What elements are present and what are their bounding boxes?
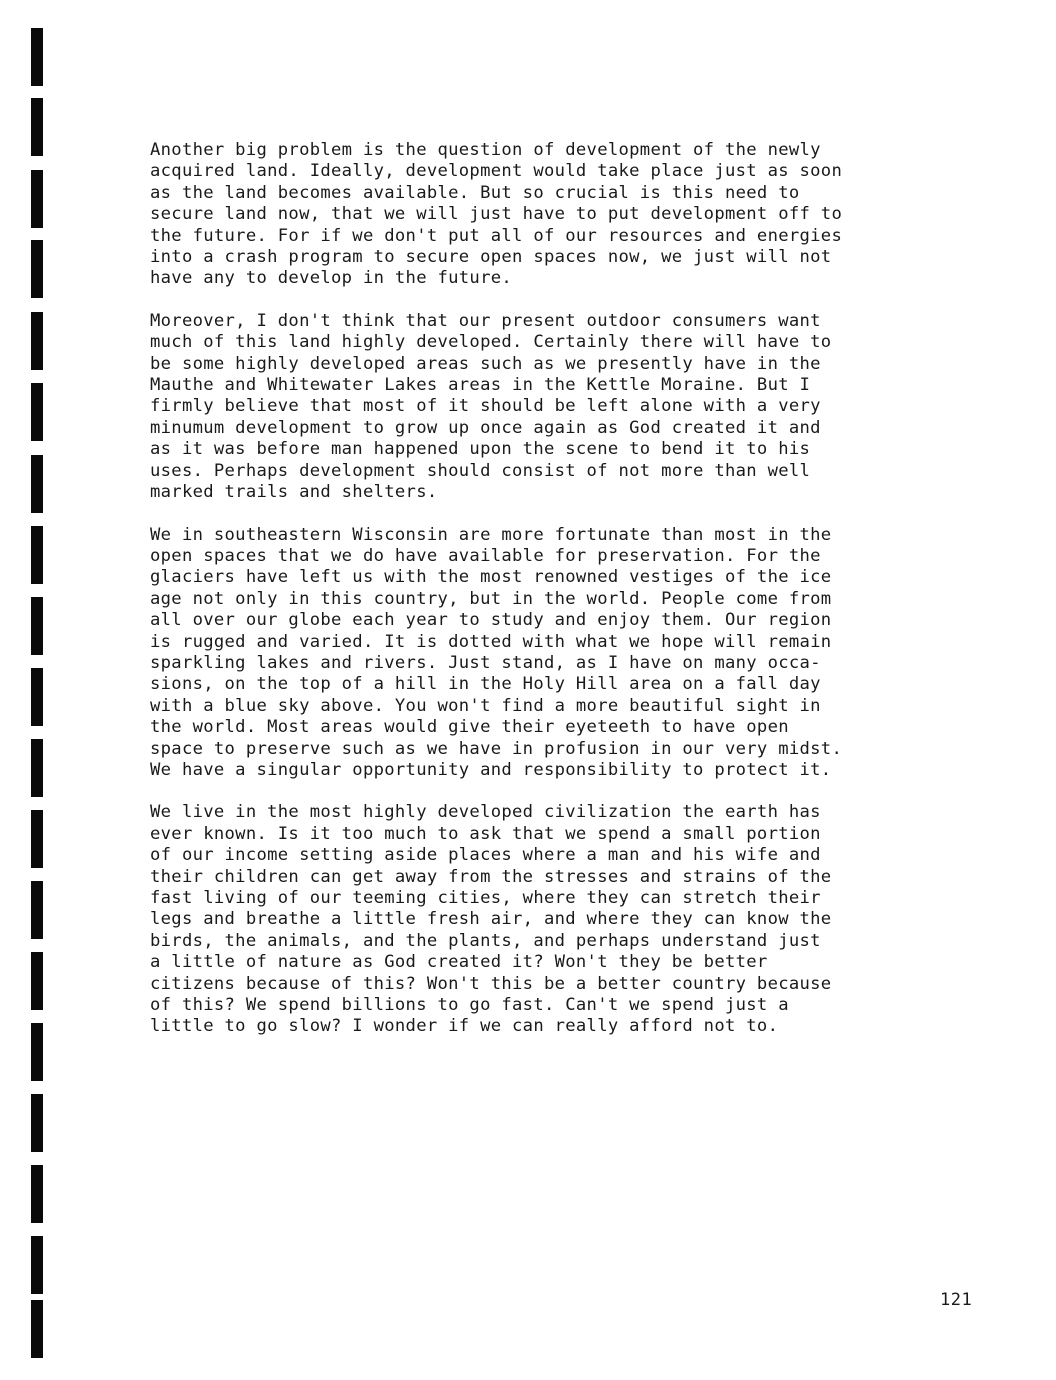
- punch-hole: [31, 1300, 43, 1358]
- punch-hole: [31, 810, 43, 868]
- paragraph-civilization: We live in the most highly developed civilization the earth has ever known. Is it too much to ask that we spend a small portion of our income setting aside places where a man and his wife and their children can get away from the stresses and strains of the fast living of our teeming cities, where they can stretch their legs and breathe a little fresh air, and where they can know the birds, the animals, and the plants, and perhaps understand just a little of nature as God created it? Won't they be better citizens because of this? Won't this be a better country because of this? We spend billions to go fast. Can't we spend just a little to go slow? I wonder if we can really afford not to.: [150, 802, 832, 1037]
- punch-hole: [31, 597, 43, 655]
- punch-hole: [31, 739, 43, 797]
- binding-holes: [0, 0, 40, 1380]
- punch-hole: [31, 1236, 43, 1294]
- punch-hole: [31, 312, 43, 370]
- paragraph-wisconsin: We in southeastern Wisconsin are more fortunate than most in the open spaces that we do have available for preservation. For the glaciers have left us with the most renowned vestiges of the ice age not only in this country, but in the world. People come from all over our globe each year to study and enjoy them. Our region is rugged and varied. It is dotted with what we hope will remain sparkling lakes and rivers. Just stand, as I have on many occa- sions, on the top of a hill in the Holy Hill area on a fall day with a blue sky above. You won't find a more beautiful sight in the world. Most areas would give their eyeteeth to have open space to preserve such as we have in profusion in our very midst. We have a singular opportunity and responsibility to protect it.: [150, 524, 843, 780]
- page-body: [150, 140, 1010, 1059]
- punch-hole: [31, 1094, 43, 1152]
- punch-hole: [31, 383, 43, 441]
- paragraph-consumers: Moreover, I don't think that our present outdoor consumers want much of this land highly developed. Certainly there will have to be some highly developed areas such as we presently have in the Mauthe and Whitewater Lakes areas in the Kettle Moraine. But I firmly believe that most of it should be left alone with a very minumum development to grow up once again as God created it and as it was before man happened upon the scene to bend it to his uses. Perhaps development should consist of not more than well marked trails and shelters.: [150, 310, 832, 503]
- punch-hole: [31, 668, 43, 726]
- punch-hole: [31, 455, 43, 513]
- punch-hole: [31, 952, 43, 1010]
- page-number: 121: [940, 1290, 973, 1310]
- punch-hole: [31, 98, 43, 156]
- punch-hole: [31, 170, 43, 228]
- punch-hole: [31, 1165, 43, 1223]
- punch-hole: [31, 240, 43, 298]
- paragraph-development: Another big problem is the question of development of the newly acquired land. Ideally, development would take place just as soon as the land becomes available. But so crucial is this need to secure land now, that we will just have to put development off to the future. For if we don't put all of our resources and energies into a crash program to secure open spaces now, we just will not have any to develop in the future.: [150, 140, 843, 289]
- punch-hole: [31, 1023, 43, 1081]
- punch-hole: [31, 526, 43, 584]
- punch-hole: [31, 28, 43, 86]
- punch-hole: [31, 881, 43, 939]
